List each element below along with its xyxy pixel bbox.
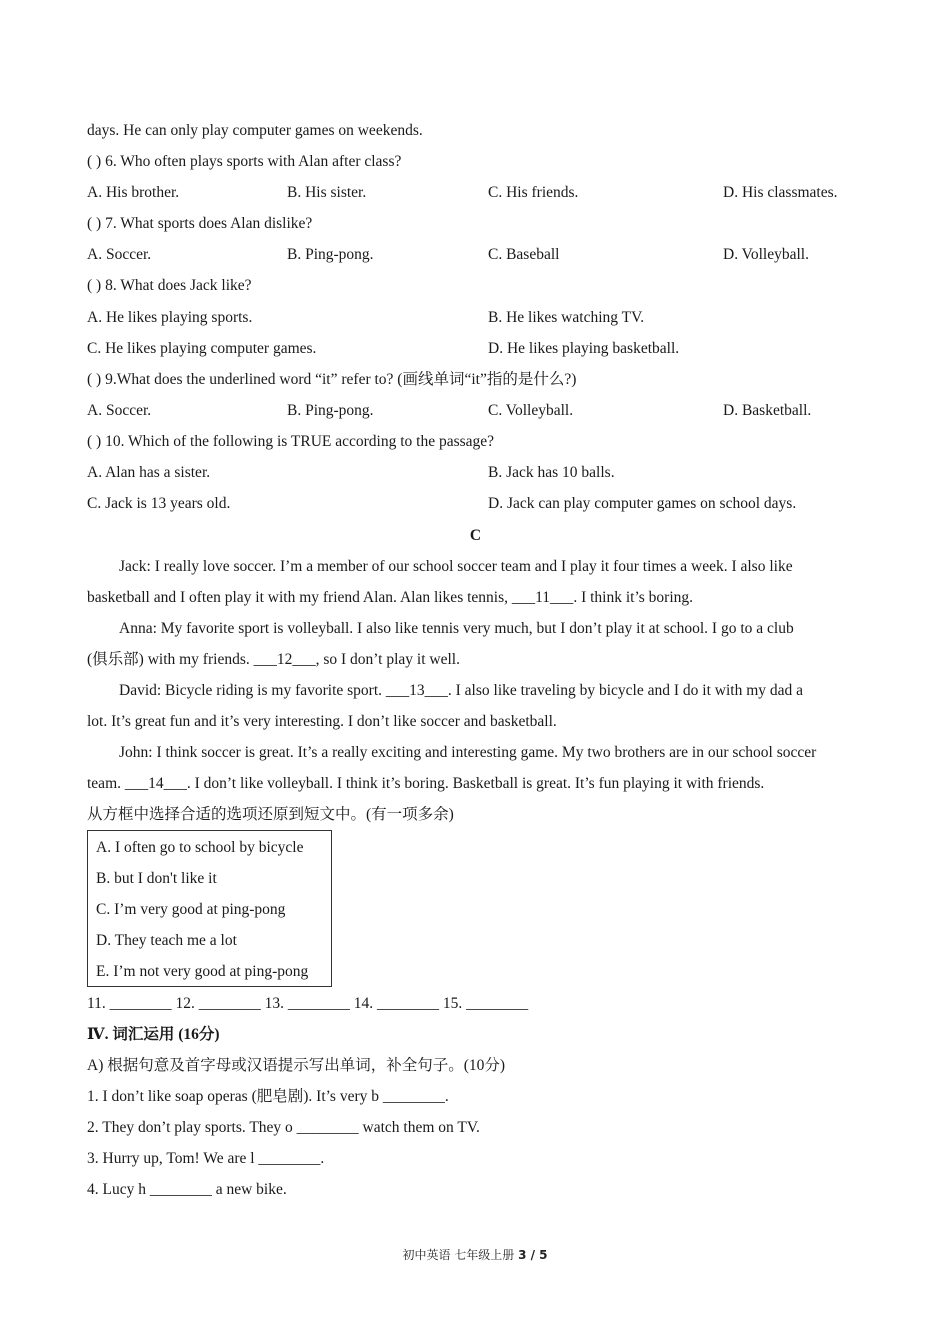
anna-text-a: (俱乐部) with my friends. [87, 651, 254, 668]
jack-paragraph-line2 [87, 588, 864, 608]
option-b[interactable]: B. Ping-pong. [287, 402, 374, 419]
section-iv-part-a: A) 根据句意及首字母或汉语提示写出单词，补全句子。(10分) [87, 1057, 506, 1074]
blank-12: ___12___ [253, 651, 316, 668]
footer-course: 初中英语 七年级上册 [402, 1248, 519, 1262]
option-c[interactable]: C. His friends. [488, 184, 579, 201]
question-6-stem: ( ) 6. Who often plays sports with Alan after class? [87, 153, 402, 170]
david-text-a: David: Bicycle riding is my favorite sport. [119, 682, 386, 699]
option-d[interactable]: D. His classmates. [723, 184, 838, 201]
option-b[interactable]: B. Jack has 10 balls. [488, 464, 615, 481]
option-d[interactable]: D. Jack can play computer games on school days. [488, 495, 797, 512]
option-a[interactable]: A. He likes playing sports. [87, 309, 253, 326]
david-text-b: . I also like traveling by bicycle and I do it with my dad a [447, 682, 804, 699]
page-footer [0, 1246, 950, 1263]
john-text-b: . I don’t like volleyball. I think it’s boring. Basketball is great. It’s fun playing it with friends. [186, 775, 765, 792]
option-d[interactable]: D. He likes playing basketball. [488, 340, 680, 357]
david-paragraph-line1 [87, 681, 864, 701]
blank-11: ___11___ [511, 589, 574, 606]
jack-paragraph-line1: Jack: I really love soccer. I’m a member of our school soccer team and I play it four times a week. I also like [119, 558, 793, 575]
option-b[interactable]: B. He likes watching TV. [488, 309, 645, 326]
option-b[interactable]: B. His sister. [287, 184, 367, 201]
box-option-b: B. but I don't like it [96, 870, 217, 887]
section-c-instruction: 从方框中选择合适的选项还原到短文中。(有一项多余) [87, 806, 454, 823]
question-7-stem: ( ) 7. What sports does Alan dislike? [87, 215, 313, 232]
options-box [87, 830, 332, 987]
option-a[interactable]: A. Alan has a sister. [87, 464, 211, 481]
box-option-e: E. I’m not very good at ping-pong [96, 963, 309, 980]
option-c[interactable]: C. Jack is 13 years old. [87, 495, 231, 512]
option-a[interactable]: A. His brother. [87, 184, 180, 201]
page-number: 3 / 5 [518, 1248, 548, 1262]
john-paragraph-line2 [87, 774, 864, 794]
box-option-a: A. I often go to school by bicycle [96, 839, 304, 856]
david-paragraph-line2: lot. It’s great fun and it’s very interesting. I don’t like soccer and basketball. [87, 713, 557, 730]
option-c[interactable]: C. He likes playing computer games. [87, 340, 317, 357]
jack-text-b: . I think it’s boring. [573, 589, 694, 606]
section-c-heading: C [469, 527, 482, 544]
option-a[interactable]: A. Soccer. [87, 402, 152, 419]
option-d[interactable]: D. Basketball. [723, 402, 812, 419]
blank-14: ___14___ [124, 775, 187, 792]
option-b[interactable]: B. Ping-pong. [287, 246, 374, 263]
option-d[interactable]: D. Volleyball. [723, 246, 809, 263]
anna-paragraph-line1: Anna: My favorite sport is volleyball. I also like tennis very much, but I don’t play it at school. I go to a club [119, 620, 794, 637]
option-c[interactable]: C. Volleyball. [488, 402, 574, 419]
vocab-item-1[interactable]: 1. I don’t like soap operas (肥皂剧). It’s very b ________. [87, 1088, 449, 1105]
section-iv-title: Ⅳ. 词汇运用 (16分) [87, 1026, 220, 1043]
vocab-item-4[interactable]: 4. Lucy h ________ a new bike. [87, 1181, 287, 1198]
passage-b-tail: days. He can only play computer games on weekends. [87, 122, 423, 139]
john-paragraph-line1: John: I think soccer is great. It’s a really exciting and interesting game. My two brothers are in our school soccer [119, 744, 817, 761]
box-option-d: D. They teach me a lot [96, 932, 237, 949]
option-c[interactable]: C. Baseball [488, 246, 560, 263]
vocab-item-2[interactable]: 2. They don’t play sports. They o ________ watch them on TV. [87, 1119, 480, 1136]
question-10-stem: ( ) 10. Which of the following is TRUE according to the passage? [87, 433, 495, 450]
answer-blanks[interactable]: 11. ________ 12. ________ 13. ________ 14. ________ 15. ________ [87, 995, 529, 1012]
option-a[interactable]: A. Soccer. [87, 246, 152, 263]
anna-paragraph-line2 [87, 650, 864, 670]
question-9-stem: ( ) 9.What does the underlined word “it” refer to? (画线单词“it”指的是什么?) [87, 371, 577, 388]
vocab-item-3[interactable]: 3. Hurry up, Tom! We are l ________. [87, 1150, 325, 1167]
blank-13: ___13___ [385, 682, 448, 699]
box-option-c: C. I’m very good at ping-pong [96, 901, 286, 918]
john-text-a: team. [87, 775, 125, 792]
question-8-stem: ( ) 8. What does Jack like? [87, 277, 252, 294]
jack-text-a: basketball and I often play it with my friend Alan. Alan likes tennis, [87, 589, 512, 606]
anna-text-b: , so I don’t play it well. [315, 651, 460, 668]
